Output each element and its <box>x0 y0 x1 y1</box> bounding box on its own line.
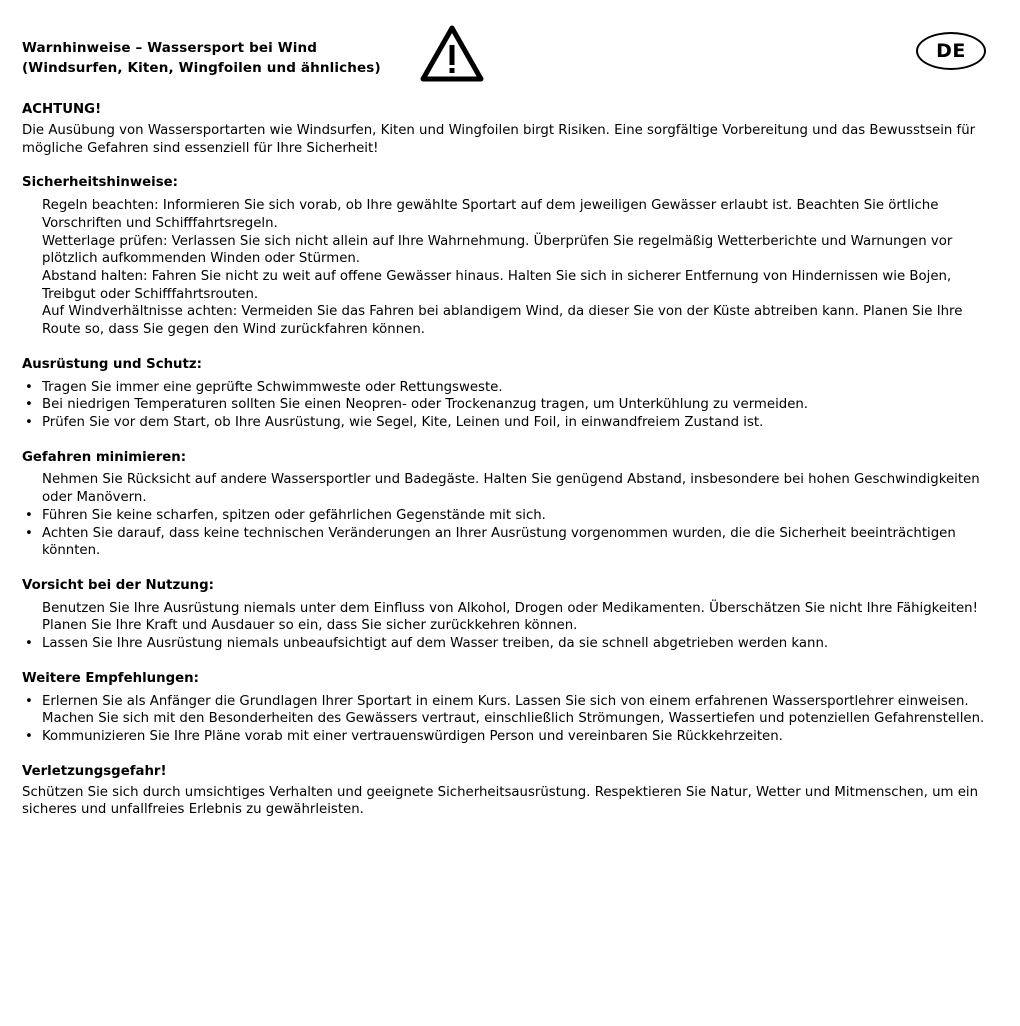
list-item: • Erlernen Sie als Anfänger die Grundlagen Ihrer Sportart in einem Kurs. Lassen Sie sich von einem erfahrenen Wassersportlehrer einweisen. <box>22 693 986 711</box>
list-item: Wetterlage prüfen: Verlassen Sie sich nicht allein auf Ihre Wahrnehmung. Überprüfen Sie regelmäßig Wetterberichte und Warnungen vor plötzlich aufkommenden Winden oder Stürmen. <box>42 233 953 267</box>
section-list <box>22 197 986 338</box>
section-paragraph: Die Ausübung von Wassersportarten wie Windsurfen, Kiten und Wingfoilen birgt Risiken. Eine sorgfältige Vorbereitung und das Bewusstsein für mögliche Gefahren sind essenziell für Ihre Sicherheit! <box>22 122 976 156</box>
section-list <box>22 600 986 653</box>
list-item: • Lassen Sie Ihre Ausrüstung niemals unbeaufsichtigt auf dem Wasser treiben, da sie schnell abgetrieben werden kann. <box>22 635 986 653</box>
document-section <box>22 355 986 432</box>
page-title <box>22 36 422 78</box>
document-section <box>22 669 986 746</box>
list-item: • Prüfen Sie vor dem Start, ob Ihre Ausrüstung, wie Segel, Kite, Leinen und Foil, in einwandfreiem Zustand ist. <box>22 414 986 432</box>
list-item: • Tragen Sie immer eine geprüfte Schwimmweste oder Rettungsweste. <box>22 379 986 397</box>
section-heading: Ausrüstung und Schutz: <box>22 356 202 372</box>
document-header <box>22 36 986 88</box>
section-heading: Weitere Empfehlungen: <box>22 670 199 686</box>
list-item: Auf Windverhältnisse achten: Vermeiden Sie das Fahren bei ablandigem Wind, da dieser Sie von der Küste abtreiben kann. Planen Sie Ihre Route so, dass Sie gegen den Wind zurückfahren können. <box>42 304 963 337</box>
section-heading: Verletzungsgefahr! <box>22 763 167 779</box>
warning-triangle-icon <box>420 25 484 83</box>
page-title-line-1: Warnhinweise – Wassersport bei Wind <box>22 40 318 56</box>
section-list <box>22 471 986 559</box>
list-item: Nehmen Sie Rücksicht auf andere Wassersportler und Badegäste. Halten Sie genügend Abstand, insbesondere bei hohen Geschwindigkeiten oder Manövern. <box>42 472 980 506</box>
page-title-line-2: (Windsurfen, Kiten, Wingfoilen und ähnliches) <box>22 59 381 76</box>
document-section <box>22 173 986 338</box>
section-paragraph: Schützen Sie sich durch umsichtiges Verhalten und geeignete Sicherheitsausrüstung. Respektieren Sie Natur, Wetter und Mitmenschen, um ein sicheres und unfallfreies Erlebnis zu gewährleisten. <box>22 784 979 818</box>
document-section <box>22 576 986 653</box>
list-item: • Achten Sie darauf, dass keine technischen Veränderungen an Ihrer Ausrüstung vorgenommen wurden, die die Sicherheit beeinträchtigen könnten. <box>22 525 986 560</box>
list-item: • Bei niedrigen Temperaturen sollten Sie einen Neopren- oder Trockenanzug tragen, um Unterkühlung zu vermeiden. <box>22 396 986 414</box>
language-badge-label: DE <box>936 39 966 62</box>
list-item: Regeln beachten: Informieren Sie sich vorab, ob Ihre gewählte Sportart auf dem jeweiligen Gewässer erlaubt ist. Beachten Sie örtliche Vorschriften und Schifffahrtsregeln. <box>42 198 939 231</box>
section-heading: Vorsicht bei der Nutzung: <box>22 577 214 593</box>
document-content <box>22 100 986 819</box>
section-heading: ACHTUNG! <box>22 102 102 117</box>
section-list <box>22 379 986 432</box>
list-item: • Kommunizieren Sie Ihre Pläne vorab mit einer vertrauenswürdigen Person und vereinbaren Sie Rückkehrzeiten. <box>22 728 986 746</box>
section-heading: Gefahren minimieren: <box>22 449 187 465</box>
list-item: • Führen Sie keine scharfen, spitzen oder gefährlichen Gegenstände mit sich. <box>22 507 986 525</box>
section-heading: Sicherheitshinweise: <box>22 175 178 191</box>
document-section <box>22 100 986 157</box>
list-item: Benutzen Sie Ihre Ausrüstung niemals unter dem Einfluss von Alkohol, Drogen oder Medikamenten. Überschätzen Sie nicht Ihre Fähigkeiten! Planen Sie Ihre Kraft und Ausdauer so ein, dass Sie sicher zurückkehren können. <box>42 600 978 634</box>
list-item: Machen Sie sich mit den Besonderheiten des Gewässers vertraut, einschließlich Strömungen, Wassertiefen und potenziellen Gefahrenstellen. <box>42 711 985 727</box>
document-section <box>22 448 986 560</box>
list-item: Abstand halten: Fahren Sie nicht zu weit auf offene Gewässer hinaus. Halten Sie sich in sicherer Entfernung von Hindernissen wie Bojen, Treibgut oder Schifffahrtsrouten. <box>42 268 952 302</box>
language-badge <box>916 32 986 70</box>
document-section <box>22 762 986 819</box>
section-list <box>22 693 986 746</box>
